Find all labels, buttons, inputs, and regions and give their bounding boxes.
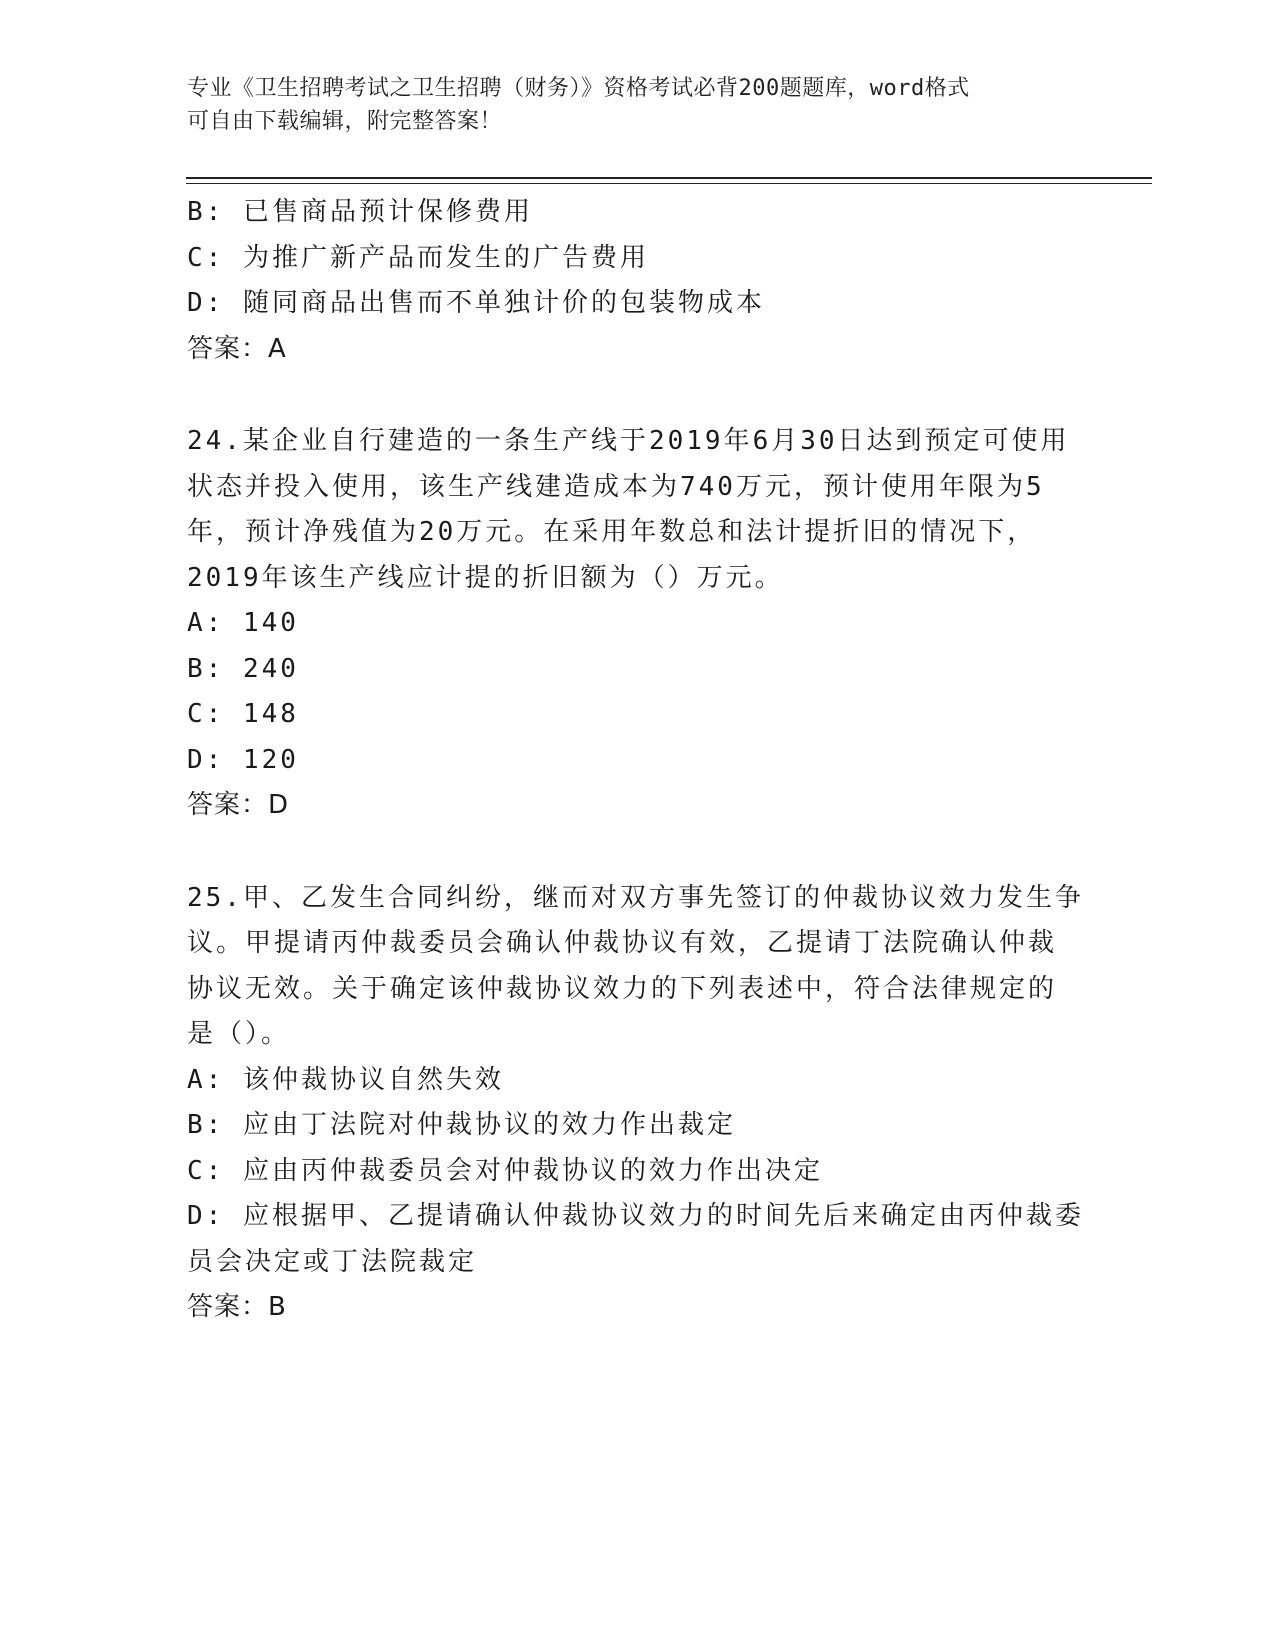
answer: 答案：B xyxy=(187,1292,287,1322)
prev-question-continued xyxy=(187,190,1087,372)
question-25 xyxy=(187,876,1087,1331)
stem-line: 协议无效。关于确定该仲裁协议效力的下列表述中，符合法律规定的 xyxy=(187,973,1058,1004)
question-stem xyxy=(187,419,1087,601)
option-d: D: 随同商品出售而不单独计价的包装物成本 xyxy=(187,288,765,318)
stem-line: 是（）。 xyxy=(187,1019,291,1049)
header-divider-thick xyxy=(186,177,1152,179)
option-c: C: 应由丙仲裁委员会对仲裁协议的效力作出决定 xyxy=(187,1155,823,1186)
stem-line: 2019年该生产线应计提的折旧额为（）万元。 xyxy=(187,562,784,593)
option-c: C: 148 xyxy=(187,699,299,729)
stem-line: 24.某企业自行建造的一条生产线于2019年6月30日达到预定可使用 xyxy=(187,426,1070,456)
question-24 xyxy=(187,419,1087,829)
stem-line: 议。甲提请丙仲裁委员会确认仲裁协议有效，乙提请丁法院确认仲裁 xyxy=(187,928,1058,958)
option-a: A: 140 xyxy=(187,608,299,638)
page-header xyxy=(187,72,1067,138)
option-b: B: 已售商品预计保修费用 xyxy=(187,197,533,227)
answer: 答案：A xyxy=(187,333,287,364)
option-c: C: 为推广新产品而发生的广告费用 xyxy=(187,242,649,273)
option-b: B: 应由丁法院对仲裁协议的效力作出裁定 xyxy=(187,1110,736,1140)
document-body xyxy=(187,190,1087,1331)
option-d: D: 120 xyxy=(187,744,299,775)
option-b: B: 240 xyxy=(187,653,299,684)
stem-line: 年，预计净残值为20万元。在采用年数总和法计提折旧的情况下， xyxy=(187,517,1037,547)
option-a: A: 该仲裁协议自然失效 xyxy=(187,1064,504,1095)
stem-line: 25.甲、乙发生合同纠纷，继而对双方事先签订的仲裁协议效力发生争 xyxy=(187,882,1084,913)
option-d-continued: 员会决定或丁法院裁定 xyxy=(187,1246,478,1277)
question-stem xyxy=(187,876,1087,1058)
spacer xyxy=(187,829,1087,876)
spacer xyxy=(187,372,1087,419)
header-line-1: 专业《卫生招聘考试之卫生招聘（财务）》资格考试必背200题题库，word格式 xyxy=(187,76,970,101)
header-divider-thin xyxy=(186,183,1152,184)
header-line-2: 可自由下载编辑，附完整答案！ xyxy=(187,109,503,134)
answer: 答案：D xyxy=(187,790,290,820)
option-d: D: 应根据甲、乙提请确认仲裁协议效力的时间先后来确定由丙仲裁委 xyxy=(187,1201,1084,1231)
stem-line: 状态并投入使用，该生产线建造成本为740万元，预计使用年限为5 xyxy=(187,471,1045,502)
